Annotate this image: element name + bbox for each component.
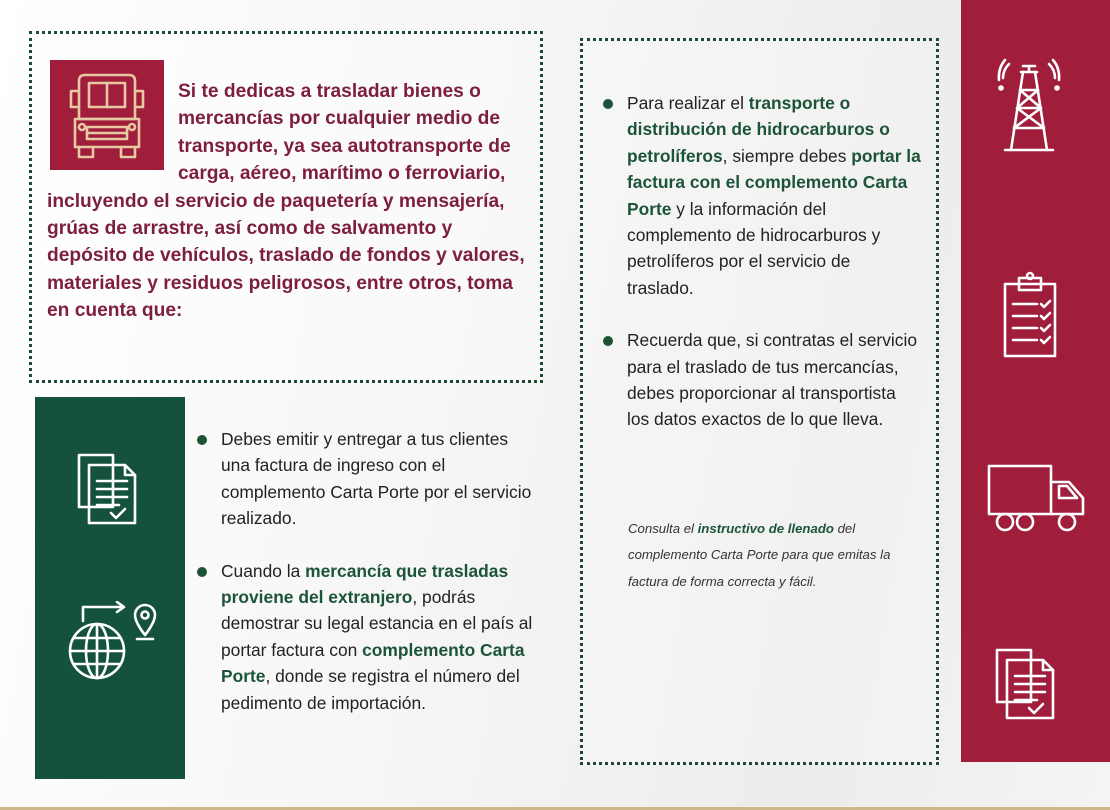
highlight-text: mercancía que trasladas proviene del extranjero (221, 560, 509, 608)
highlight-text: portar la factura con el complemento Carta Porte (627, 145, 921, 219)
highlight-text: transporte o distribución de hidrocarburos o petrolíferos (627, 93, 890, 166)
list-item (197, 426, 533, 532)
list-item (603, 327, 921, 433)
list-item-text: , siempre debes (722, 145, 852, 166)
documents-check-icon (991, 644, 1061, 724)
left-icon-panel (35, 397, 185, 779)
list-item-text: , podrás demostrar su legal estancia en el país al portar factura con (221, 587, 533, 660)
instructions-note (628, 516, 920, 595)
intro-paragraph (47, 78, 531, 325)
intro-box (29, 31, 543, 383)
highlight-text: complemento Carta Porte (221, 639, 525, 687)
right-icon-column (961, 0, 1110, 762)
right-bullet-list (603, 90, 921, 433)
list-item-text: , donde se registra el número del pedimento de importación. (221, 666, 520, 713)
list-item-text: Recuerda que, si contratas el servicio para el traslado de tus mercancías, debes proporcionar al transportista los datos exactos de lo que lleva. (627, 330, 917, 430)
note-text: del complemento Carta Porte para que emitas la factura de forma correcta y fácil. (628, 521, 891, 589)
left-bullet-list (197, 426, 533, 716)
note-text: Consulta el (628, 521, 698, 536)
list-item-text: y la información del complemento de hidrocarburos y petrolíferos por el servicio de traslado. (627, 198, 881, 298)
list-item (603, 90, 921, 301)
globe-location-icon (63, 601, 163, 681)
list-item-text: Para realizar el (627, 93, 749, 113)
list-item (197, 558, 533, 716)
list-item-text: Debes emitir y entregar a tus clientes una factura de ingreso con el complemento Carta Porte por el servicio realizado. (221, 429, 532, 529)
delivery-truck-icon (985, 462, 1087, 534)
clipboard-checklist-icon (999, 270, 1061, 360)
instructivo-link[interactable]: instructivo de llenado (697, 521, 834, 536)
intro-text: Si te dedicas a trasladar bienes o mercancías por cualquier medio de transporte, ya sea autotransporte de carga, aéreo, marítimo o ferroviario, incluyendo el servicio de paquetería y mensajería, grúas de arrastre, así como de salvamento y depósito de vehículos, traslado de fondos y valores, materiales y residuos peligrosos, entre otros, toma en cuenta que: (47, 81, 525, 322)
documents-check-icon (73, 449, 143, 529)
list-item-text: Cuando la (221, 560, 306, 581)
oil-rig-icon (997, 58, 1061, 156)
